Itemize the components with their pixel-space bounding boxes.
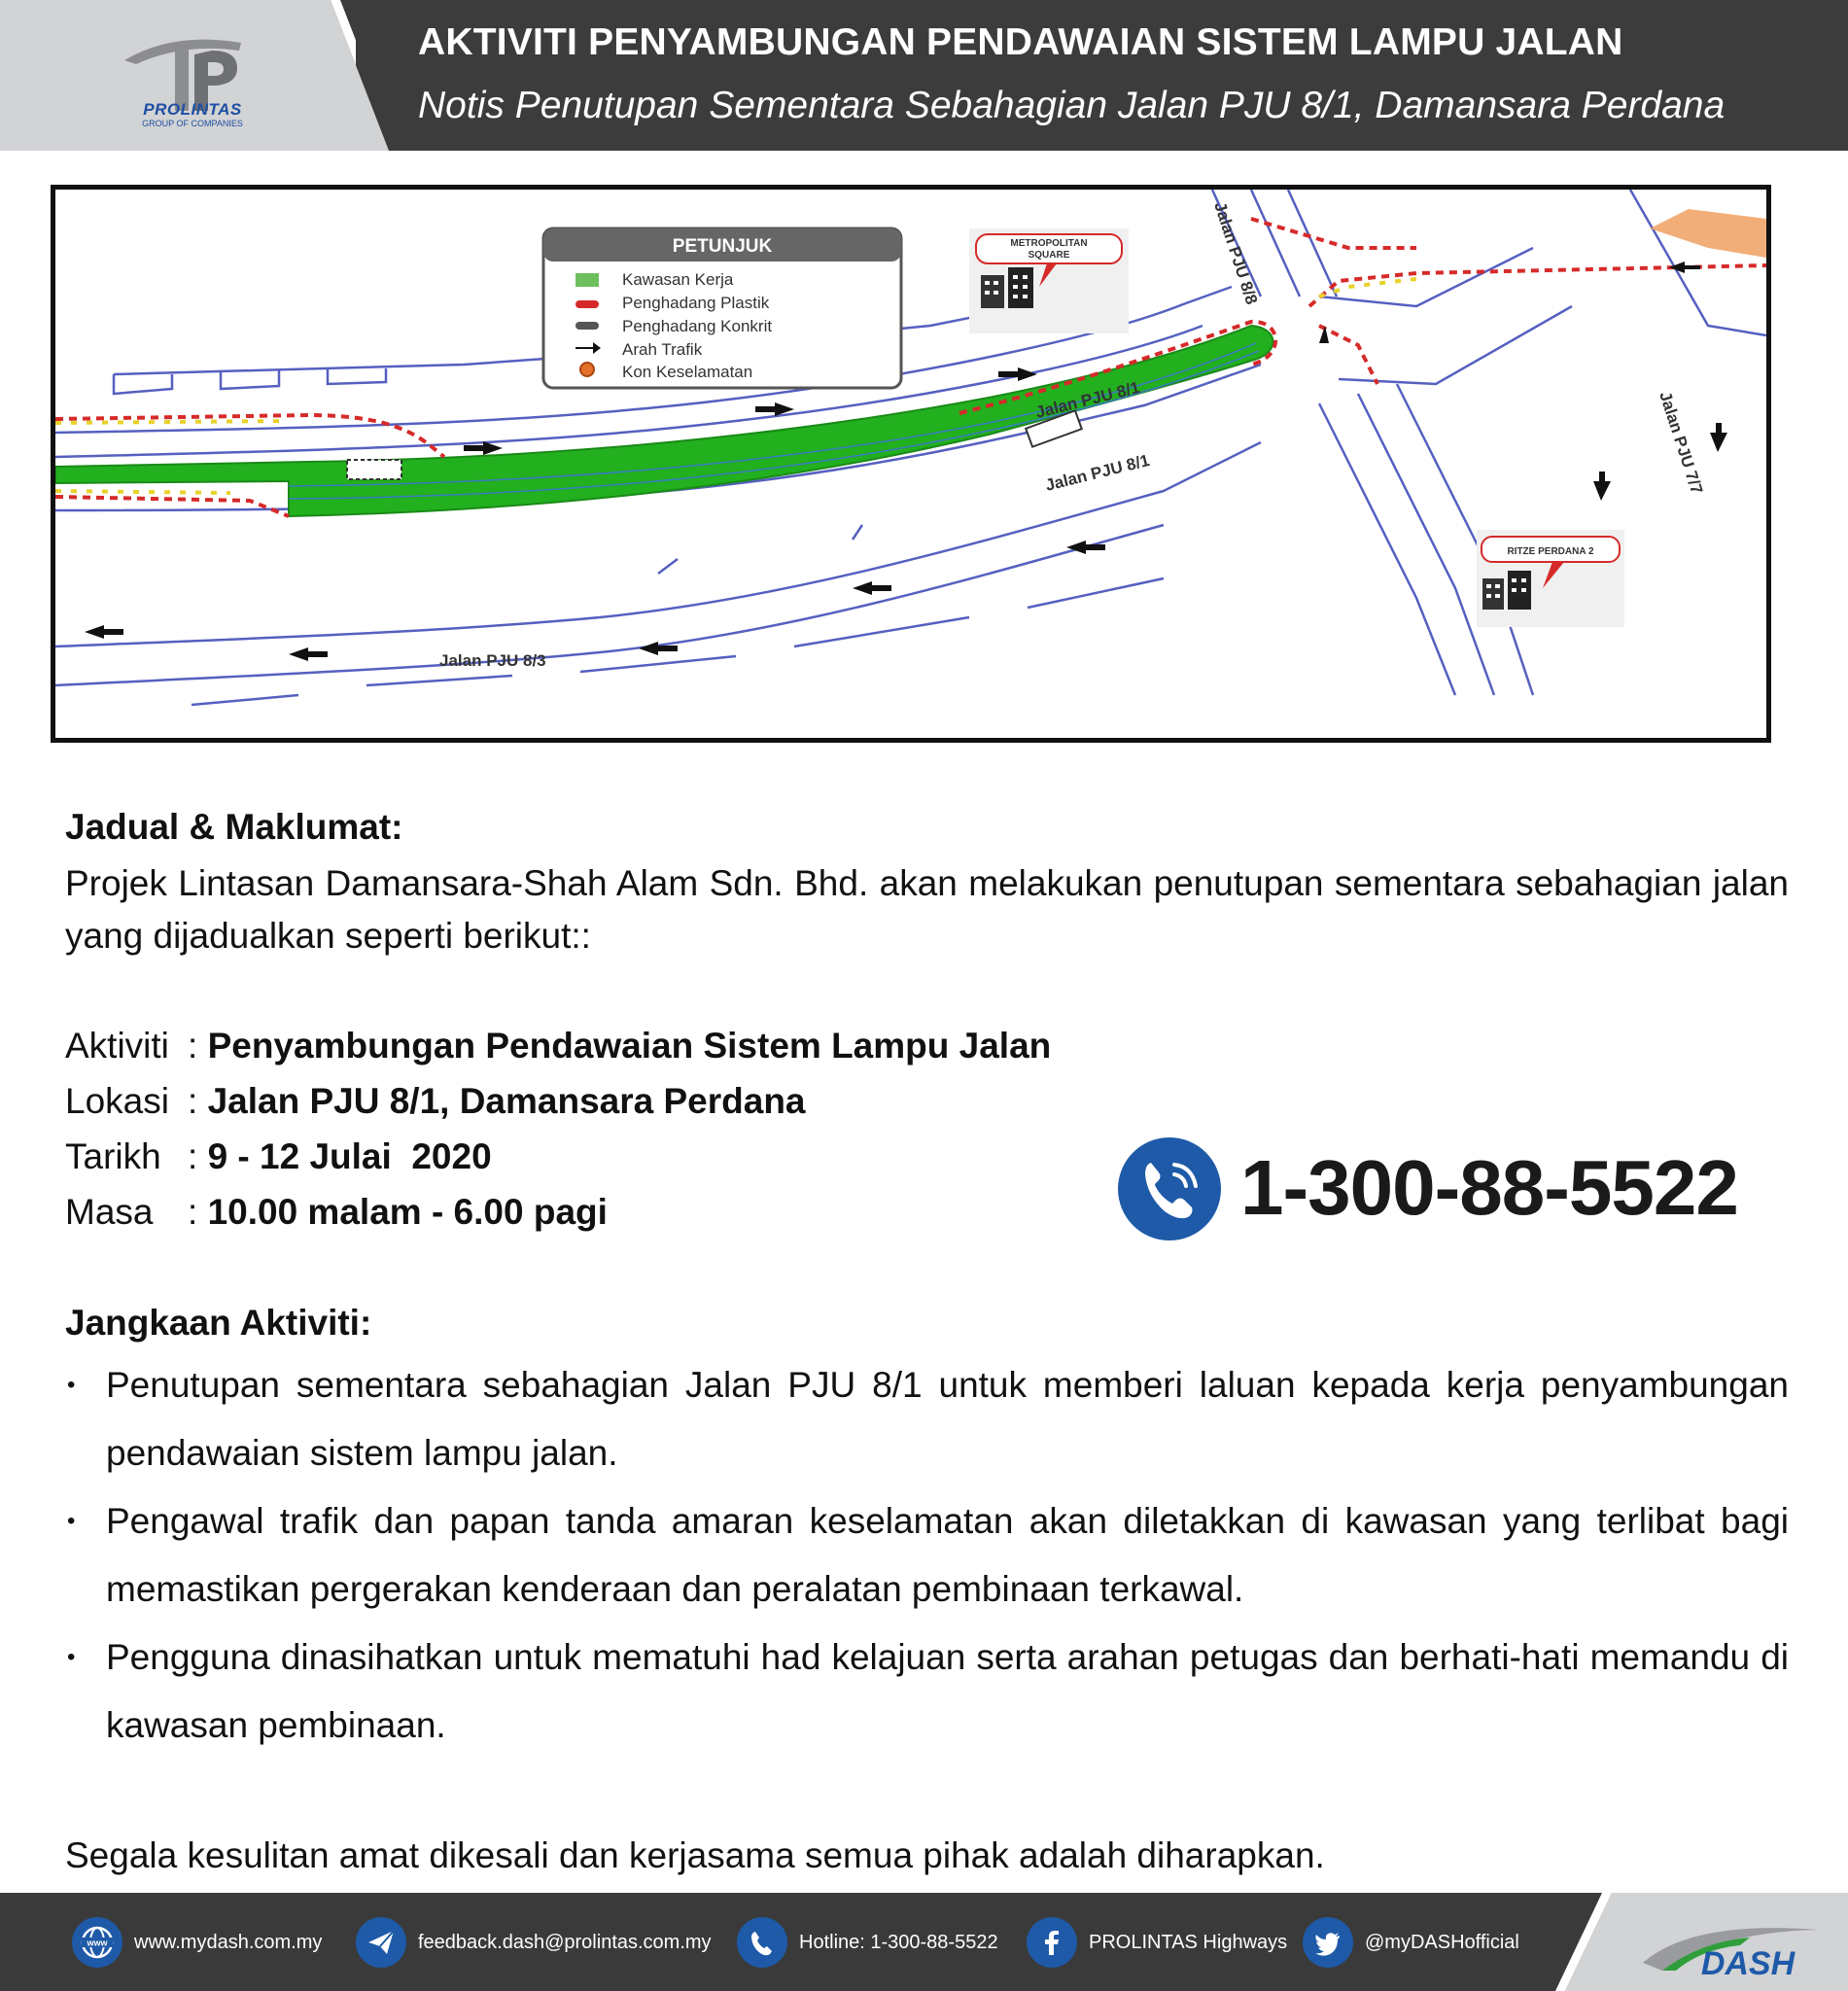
info-label-date: Tarikh <box>65 1136 161 1176</box>
info-separator: : <box>188 1136 198 1176</box>
building-metropolitan-square <box>969 228 1129 333</box>
info-value-time: 10.00 malam - 6.00 pagi <box>207 1192 608 1232</box>
footer-twitter[interactable] <box>1303 1917 1519 1968</box>
phone-icon <box>737 1917 787 1968</box>
road-label-pju81-lower: Jalan PJU 8/1 <box>1043 450 1152 495</box>
footer-email[interactable] <box>356 1917 712 1968</box>
road-diagram <box>55 190 1766 738</box>
schedule-intro: Projek Lintasan Damansara-Shah Alam Sdn. Bhd. akan melakukan penutupan sementara sebahagian jalan yang dijadualkan seperti berikut:: <box>65 863 1789 956</box>
closing-note: Segala kesulitan amat dikesali dan kerjasama semua pihak adalah diharapkan. <box>65 1835 1325 1875</box>
info-value-date: 9 - 12 Julai 2020 <box>207 1136 492 1176</box>
info-row-time <box>65 1192 608 1233</box>
footer-hotline-text: Hotline: 1-300-88-5522 <box>799 1931 998 1953</box>
expectations-list <box>65 1351 1789 1760</box>
road-label-pju83: Jalan PJU 8/3 <box>439 651 546 670</box>
info-row-date <box>65 1136 492 1177</box>
road-label-pju77: Jalan PJU 7/7 <box>1656 389 1707 497</box>
info-separator: : <box>188 1026 198 1065</box>
hotline-number[interactable]: 1-300-88-5522 <box>1240 1144 1738 1231</box>
footer-facebook[interactable] <box>1027 1917 1287 1968</box>
legend-item-concrete-barrier: Penghadang Konkrit <box>622 317 773 335</box>
prolintas-logo-text: PROLINTAS <box>143 100 242 119</box>
list-item: • Pengawal trafik dan papan tanda amaran keselamatan akan diletakkan di kawasan yang terlibat bagi memastikan pergerakan kenderaan dan peralatan pembinaan terkawal. <box>65 1487 1789 1624</box>
schedule-heading: Jadual & Maklumat: <box>65 807 403 847</box>
info-value-location: Jalan PJU 8/1, Damansara Perdana <box>207 1081 806 1121</box>
info-separator: : <box>188 1081 198 1121</box>
expectations-heading: Jangkaan Aktiviti: <box>65 1303 372 1343</box>
legend-item-plastic-barrier: Penghadang Plastik <box>622 294 770 312</box>
info-label-activity: Aktiviti <box>65 1026 169 1065</box>
footer-twitter-text: @myDASHofficial <box>1365 1931 1519 1953</box>
footer-website-text: www.mydash.com.my <box>134 1931 323 1953</box>
footer-email-text: feedback.dash@prolintas.com.my <box>418 1931 712 1953</box>
info-label-location: Lokasi <box>65 1081 169 1121</box>
building-ritze-perdana <box>1477 530 1624 627</box>
svg-text:RITZE PERDANA 2: RITZE PERDANA 2 <box>1507 546 1594 557</box>
info-separator: : <box>188 1192 198 1232</box>
info-label-time: Masa <box>65 1192 154 1232</box>
dash-logo-icon <box>1633 1906 1828 1980</box>
footer-website[interactable] <box>72 1917 322 1968</box>
legend-item-traffic-direction: Arah Trafik <box>622 340 703 359</box>
hotline-block <box>1116 1135 1806 1242</box>
orange-zone <box>1650 209 1766 258</box>
info-value-activity: Penyambungan Pendawaian Sistem Lampu Jalan <box>207 1026 1052 1065</box>
prolintas-logo-subtext: GROUP OF COMPANIES <box>142 119 243 128</box>
footer-hotline[interactable] <box>737 1917 998 1968</box>
footer-facebook-text: PROLINTAS Highways <box>1089 1931 1288 1953</box>
legend-item-work-zone: Kawasan Kerja <box>622 270 734 289</box>
dash-logo-text: DASH <box>1700 1945 1796 1980</box>
svg-text:www: www <box>87 1938 108 1948</box>
road-label-pju88: Jalan PJU 8/8 <box>1210 199 1262 307</box>
mail-icon <box>356 1917 406 1968</box>
legend-title: PETUNJUK <box>672 236 773 257</box>
list-item: • Penutupan sementara sebahagian Jalan PJU 8/1 untuk memberi laluan kepada kerja penyambungan pendawaian sistem lampu jalan. <box>65 1351 1789 1487</box>
info-row-location <box>65 1081 806 1122</box>
concrete-barrier <box>347 460 401 479</box>
twitter-icon <box>1303 1917 1353 1968</box>
header-banner <box>0 0 1848 151</box>
footer-bar <box>0 1893 1848 1991</box>
closure-map <box>51 185 1771 743</box>
info-row-activity <box>65 1026 1051 1066</box>
list-item: • Pengguna dinasihatkan untuk mematuhi had kelajuan serta arahan petugas dan berhati-hati memandu di kawasan pembinaan. <box>65 1624 1789 1760</box>
page-title: AKTIVITI PENYAMBUNGAN PENDAWAIAN SISTEM LAMPU JALAN <box>418 21 1623 63</box>
svg-text:SQUARE: SQUARE <box>1028 250 1070 261</box>
globe-icon <box>72 1917 122 1968</box>
legend-item-safety-cone: Kon Keselamatan <box>622 363 753 381</box>
phone-icon <box>1116 1135 1223 1242</box>
svg-text:METROPOLITAN: METROPOLITAN <box>1010 238 1088 249</box>
road-label-pju81-upper: Jalan PJU 8/1 <box>1033 377 1142 422</box>
map-legend <box>543 228 901 388</box>
facebook-icon <box>1027 1917 1077 1968</box>
page-subtitle: Notis Penutupan Sementara Sebahagian Jalan PJU 8/1, Damansara Perdana <box>418 85 1726 126</box>
